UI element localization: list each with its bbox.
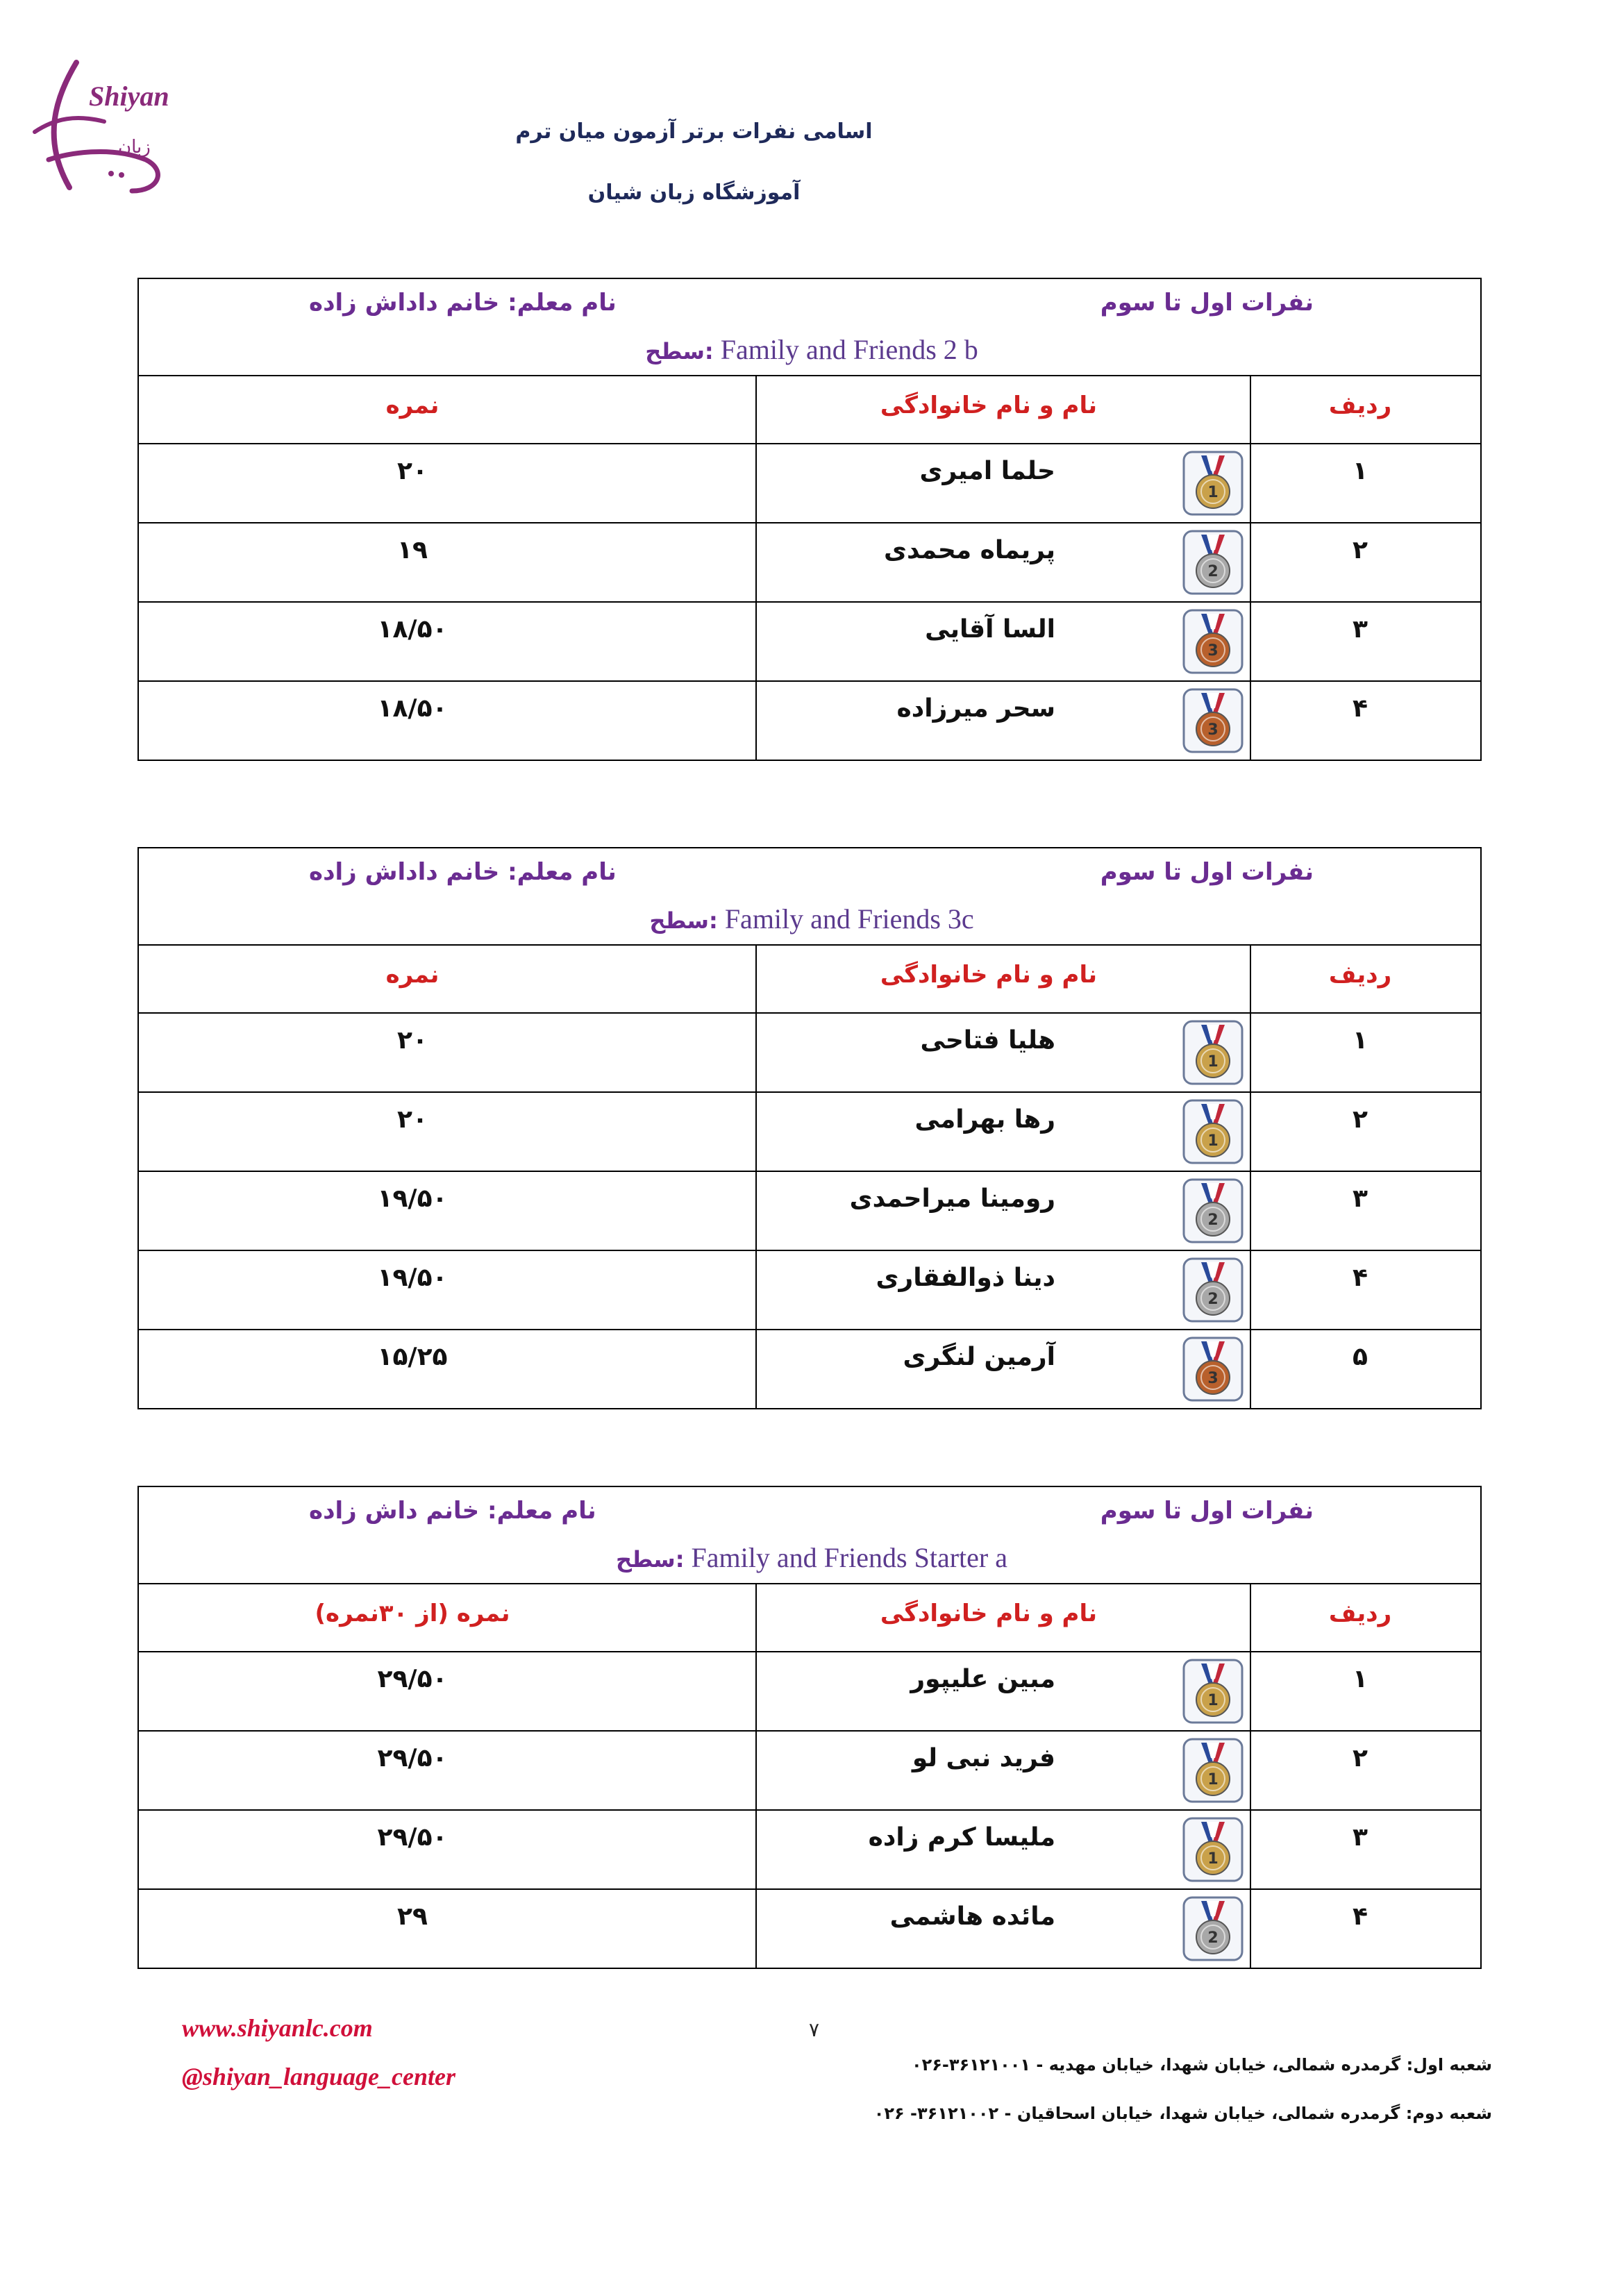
score-cell: ۲۰ (397, 457, 428, 485)
name-column-header: نام و نام خانوادگی (880, 392, 1097, 419)
teacher-label: نام معلم: خانم داداش زاده (309, 289, 617, 317)
score-cell: ۲۹/۵۰ (377, 1665, 448, 1693)
rank-cell: ۳ (1353, 615, 1368, 644)
silver-medal-icon (1182, 1257, 1244, 1323)
svg-text:3: 3 (1207, 1370, 1219, 1387)
table-row (139, 603, 1480, 682)
level-label: سطح: (616, 1546, 685, 1573)
table-header (139, 1487, 1480, 1584)
level-label: سطح: (645, 338, 714, 364)
svg-text:3: 3 (1207, 642, 1219, 660)
table-row (139, 682, 1480, 760)
table-row (139, 1251, 1480, 1330)
page-title: اسامی نفرات برتر آزمون میان ترم (515, 119, 873, 144)
teacher-label: نام معلم: خانم داداش زاده (309, 858, 617, 886)
gold-medal-icon (1182, 1658, 1244, 1725)
svg-text:1: 1 (1207, 484, 1219, 501)
student-name: رها بهرامی (914, 1105, 1055, 1134)
rank-cell: ۳ (1353, 1823, 1368, 1852)
score-column-header: نمره (385, 961, 440, 989)
rank-column-header: ردیف (1328, 392, 1392, 419)
table-row (139, 1172, 1480, 1251)
student-name: ملیسا کرم زاده (868, 1823, 1055, 1852)
student-name: پریماه محمدی (883, 536, 1055, 564)
score-column-header: نمره (385, 392, 440, 419)
level-label: سطح: (649, 907, 718, 934)
table-row (139, 523, 1480, 603)
svg-text:2: 2 (1207, 1291, 1219, 1308)
svg-text:1: 1 (1207, 1053, 1219, 1071)
gold-medal-icon (1182, 1737, 1244, 1804)
level-value: Family and Friends 2 b (720, 334, 978, 365)
score-column-header: نمره (از ۳۰نمره) (315, 1600, 510, 1627)
rank-cell: ۴ (1353, 1264, 1368, 1292)
student-name: هلیا فتاحی (920, 1026, 1055, 1055)
student-name: السا آقایی (925, 615, 1055, 644)
gold-medal-icon (1182, 450, 1244, 517)
gold-medal-icon (1182, 1098, 1244, 1165)
silver-medal-icon (1182, 1178, 1244, 1244)
student-name: دینا ذوالفقاری (876, 1264, 1055, 1292)
top-students-table (137, 847, 1482, 1409)
student-name: حلما امیری (919, 457, 1055, 485)
table-row (139, 1652, 1480, 1732)
table-row (139, 1732, 1480, 1811)
gold-medal-icon (1182, 1019, 1244, 1086)
student-name: رومینا میراحمدی (849, 1184, 1055, 1213)
name-column-header: نام و نام خانوادگی (880, 961, 1097, 989)
branch-one-address: شعبه اول: گرمدره شمالی، خیابان شهدا، خیابان مهدیه - ۳۶۱۲۱۰۰۱-۰۲۶ (911, 2055, 1492, 2075)
branch-two-address: شعبه دوم: گرمدره شمالی، خیابان شهدا، خیابان اسحاقیان - ۳۶۱۲۱۰۰۲- ۰۲۶ (873, 2104, 1492, 2123)
rank-column-header: ردیف (1328, 961, 1392, 989)
score-cell: ۲۰ (397, 1105, 428, 1134)
bronze-medal-icon (1182, 608, 1244, 675)
rank-cell: ۳ (1353, 1184, 1368, 1213)
level-line (139, 333, 1480, 366)
svg-text:1: 1 (1207, 1692, 1219, 1709)
rank-cell: ۵ (1353, 1343, 1368, 1371)
gold-medal-icon (1182, 1816, 1244, 1883)
name-column-header: نام و نام خانوادگی (880, 1600, 1097, 1627)
rank-cell: ۴ (1353, 694, 1368, 723)
rank-cell: ۲ (1353, 1744, 1368, 1773)
rank-cell: ۲ (1353, 1105, 1368, 1134)
rank-column-header: ردیف (1328, 1600, 1392, 1627)
table-row (139, 1890, 1480, 1968)
score-cell: ۲۰ (397, 1026, 428, 1055)
teacher-label: نام معلم: خانم داش زاده (309, 1497, 596, 1525)
rank-cell: ۱ (1353, 1665, 1368, 1693)
column-header-row (139, 1584, 1480, 1652)
rank-cell: ۱ (1353, 1026, 1368, 1055)
bronze-medal-icon (1182, 1336, 1244, 1402)
score-cell: ۲۹/۵۰ (377, 1744, 448, 1773)
score-cell: ۱۸/۵۰ (377, 694, 448, 723)
table-row (139, 1811, 1480, 1890)
logo-sub: زبان (118, 137, 151, 158)
score-cell: ۱۹/۵۰ (377, 1264, 448, 1292)
instagram-handle[interactable]: @shiyan_language_center (182, 2063, 455, 2090)
svg-text:1: 1 (1207, 1850, 1219, 1868)
level-line (139, 1541, 1480, 1574)
student-name: فرید نبی لو (912, 1744, 1055, 1773)
rank-range-label: نفرات اول تا سوم (1100, 858, 1314, 886)
rank-cell: ۱ (1353, 457, 1368, 485)
level-value: Family and Friends 3c (724, 903, 974, 935)
table-header (139, 848, 1480, 946)
table-row (139, 1330, 1480, 1408)
column-header-row (139, 376, 1480, 444)
score-cell: ۱۹/۵۰ (377, 1184, 448, 1213)
website-link[interactable]: www.shiyanlc.com (182, 2014, 373, 2042)
level-value: Family and Friends Starter a (691, 1542, 1007, 1573)
score-cell: ۱۵/۲۵ (377, 1343, 448, 1371)
student-name: مائده هاشمی (889, 1902, 1055, 1931)
rank-range-label: نفرات اول تا سوم (1100, 289, 1314, 317)
level-line (139, 903, 1480, 935)
silver-medal-icon (1182, 1895, 1244, 1962)
column-header-row (139, 946, 1480, 1014)
rank-cell: ۴ (1353, 1902, 1368, 1931)
svg-text:1: 1 (1207, 1771, 1219, 1788)
silver-medal-icon (1182, 529, 1244, 596)
svg-text:2: 2 (1207, 1929, 1219, 1947)
table-row (139, 1014, 1480, 1093)
score-cell: ۱۹ (397, 536, 428, 564)
score-cell: ۲۹ (397, 1902, 428, 1931)
bronze-medal-icon (1182, 687, 1244, 754)
page-number: ۷ (809, 2018, 820, 2041)
student-name: مبین علیپور (910, 1665, 1055, 1693)
student-name: سحر میرزاده (896, 694, 1055, 723)
svg-text:1: 1 (1207, 1132, 1219, 1150)
svg-text:3: 3 (1207, 721, 1219, 739)
top-students-table (137, 278, 1482, 761)
rank-range-label: نفرات اول تا سوم (1100, 1497, 1314, 1525)
score-cell: ۱۸/۵۰ (377, 615, 448, 644)
score-cell: ۲۹/۵۰ (377, 1823, 448, 1852)
student-name: آرمین لنگری (903, 1343, 1055, 1371)
top-students-table (137, 1486, 1482, 1969)
table-row (139, 444, 1480, 523)
logo-text: Shiyan (89, 81, 169, 112)
page-subtitle: آموزشگاه زبان شیان (587, 181, 801, 205)
rank-cell: ۲ (1353, 536, 1368, 564)
table-row (139, 1093, 1480, 1172)
table-header (139, 279, 1480, 376)
svg-text:2: 2 (1207, 563, 1219, 580)
svg-text:2: 2 (1207, 1212, 1219, 1229)
